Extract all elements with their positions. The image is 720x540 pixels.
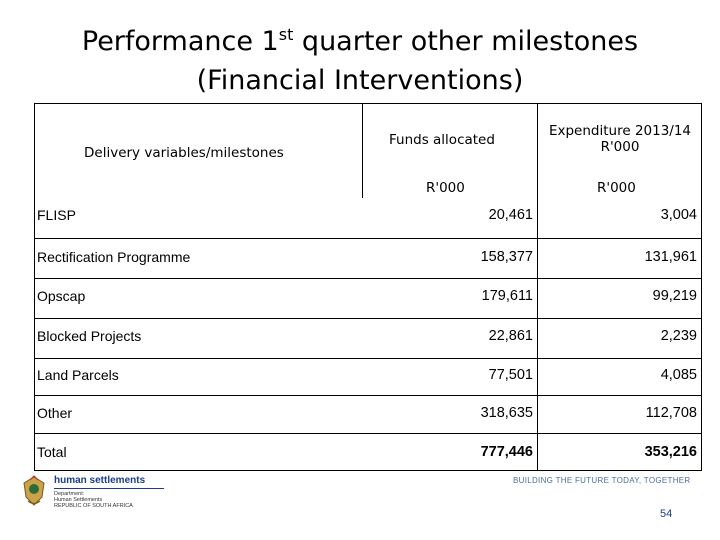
brand-block — [54, 475, 164, 509]
row-divider — [34, 358, 702, 359]
brand-name: human settlements — [54, 475, 146, 486]
row-expenditure-other: 112,708 — [645, 405, 697, 421]
row-divider — [34, 318, 702, 319]
row-expenditure-flisp: 3,004 — [660, 207, 697, 223]
header-funds-unit: R'000 — [426, 180, 465, 196]
footer-slogan: BUILDING THE FUTURE TODAY, TOGETHER — [513, 476, 691, 485]
table-border-right — [701, 103, 702, 471]
page-number: 54 — [660, 508, 673, 520]
row-expenditure-blocked-projects: 2,239 — [660, 328, 697, 344]
row-funds-other: 318,635 — [480, 405, 533, 421]
row-divider — [34, 433, 702, 434]
row-label-flisp: FLISP — [37, 207, 76, 223]
header-funds-allocated: Funds allocated — [389, 132, 495, 148]
brand-sub-1: Department: — [54, 491, 85, 497]
header-delivery-variables: Delivery variables/milestones — [84, 145, 284, 161]
coat-of-arms-icon — [20, 475, 48, 507]
header-expenditure-unit: R'000 — [597, 180, 636, 196]
row-label-land-parcels: Land Parcels — [37, 367, 119, 383]
row-label-rectification: Rectification Programme — [37, 249, 191, 265]
row-label-blocked-projects: Blocked Projects — [37, 328, 142, 344]
table-border-top — [34, 103, 702, 104]
row-funds-flisp: 20,461 — [488, 207, 533, 223]
row-funds-blocked-projects: 22,861 — [488, 328, 533, 344]
title-line-2: (Financial Interventions) — [196, 65, 524, 96]
row-divider — [34, 395, 702, 396]
table-border-left — [34, 103, 35, 471]
header-expenditure: Expenditure 2013/14 R'000 — [548, 123, 692, 155]
table-divider-header — [362, 103, 363, 198]
title-line-1: Performance 1st quarter other milestones — [81, 25, 639, 57]
row-expenditure-opscap: 99,219 — [652, 288, 697, 304]
row-label-other: Other — [37, 405, 73, 421]
row-expenditure-land-parcels: 4,085 — [660, 367, 697, 383]
brand-sub-3: REPUBLIC OF SOUTH AFRICA — [54, 503, 133, 509]
milestones-table — [34, 103, 702, 471]
row-label-total: Total — [37, 444, 67, 460]
row-funds-rectification: 158,377 — [480, 249, 533, 265]
row-funds-land-parcels: 77,501 — [488, 367, 533, 383]
brand-sub-2: Human Settlements — [54, 497, 103, 503]
table-divider-col3 — [537, 103, 538, 471]
page-title — [0, 22, 720, 100]
department-logo — [20, 475, 170, 509]
table-border-bottom — [34, 470, 702, 471]
row-divider — [34, 238, 702, 239]
row-expenditure-total: 353,216 — [644, 444, 697, 460]
row-label-opscap: Opscap — [37, 288, 86, 304]
row-funds-total: 777,446 — [480, 444, 533, 460]
row-expenditure-rectification: 131,961 — [644, 249, 697, 265]
row-divider — [34, 278, 702, 279]
row-funds-opscap: 179,611 — [481, 288, 533, 304]
